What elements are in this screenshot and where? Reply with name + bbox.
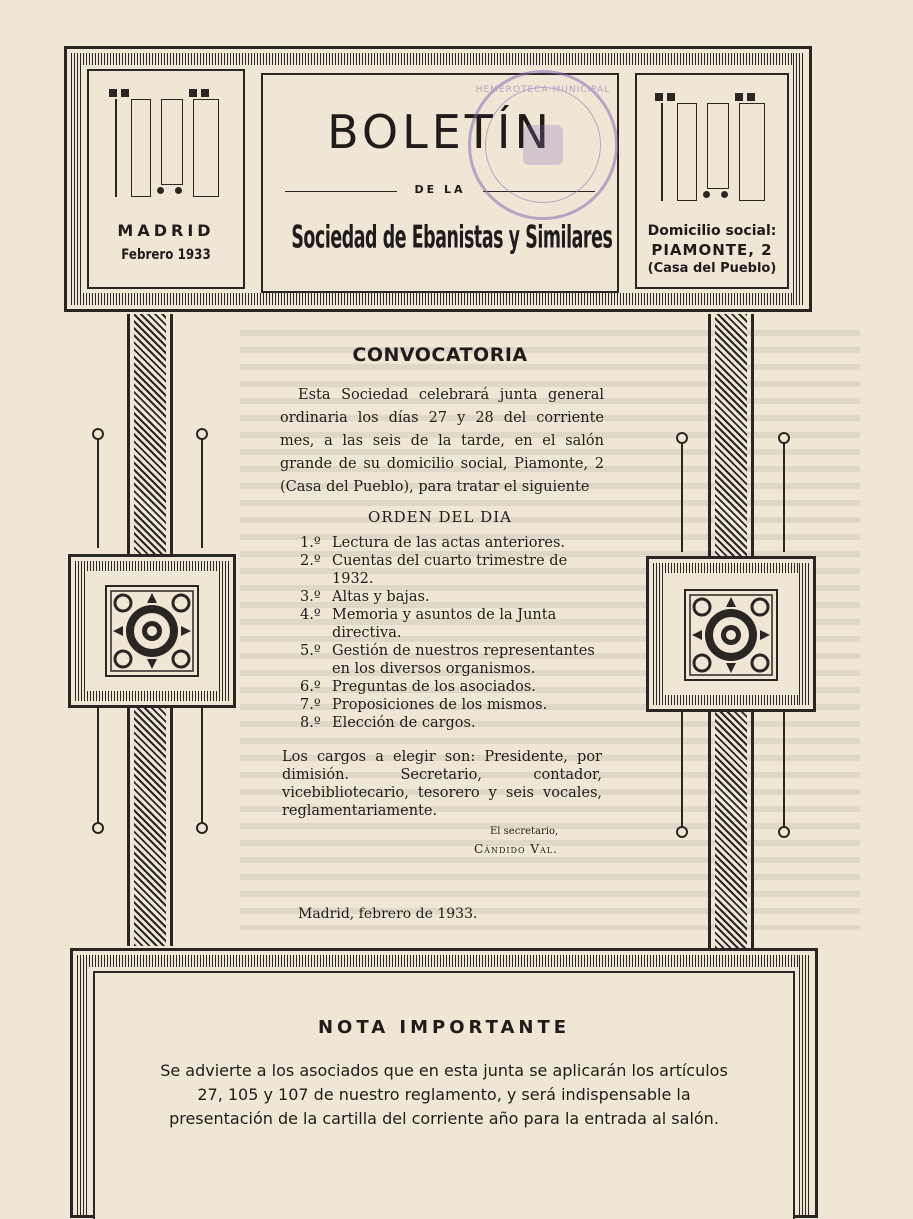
left-pillar-top — [127, 314, 173, 556]
order-item: 3.º Altas y bajas. — [300, 589, 430, 605]
order-heading: ORDEN DEL DIA — [368, 508, 512, 526]
order-item: 2.º Cuentas del cuarto trimestre de 1932. — [300, 553, 568, 587]
ornament-left — [109, 89, 225, 201]
right-pillar-top — [708, 314, 754, 560]
convocatoria-heading: CONVOCATORIA — [352, 344, 528, 366]
order-list — [300, 534, 610, 732]
header-title: BOLETÍN — [327, 105, 553, 159]
stamp-text: HEMEROTECA MUNICIPAL — [475, 85, 611, 95]
nota-frame — [70, 948, 818, 1218]
header-de-la: DE LA — [414, 183, 466, 196]
header-address: PIAMONTE, 2 — [651, 241, 773, 259]
signature-name: Cándido Val. — [474, 842, 558, 856]
header-frame — [64, 46, 812, 312]
header-date: Febrero 1933 — [121, 247, 211, 263]
order-item: 8.º Elección de cargos. — [300, 715, 476, 731]
order-item: 4.º Memoria y asuntos de la Junta directiva. — [300, 607, 557, 641]
nota-body: Se advierte a los asociados que en esta junta se aplicarán los artículos 27, 105 y 107 de nuestro reglamento, y será indispensable la presentación de la cartilla del corriente año para la entrada al salón. — [160, 1061, 728, 1128]
place-date: Madrid, febrero de 1933. — [298, 906, 478, 922]
order-item: 7.º Proposiciones de los mismos. — [300, 697, 548, 713]
library-stamp — [468, 70, 618, 220]
signature-role: El secretario, — [490, 826, 559, 837]
header-address-note: (Casa del Pueblo) — [647, 261, 777, 276]
left-tile-frame — [68, 554, 236, 708]
tile-ornament-icon — [683, 589, 779, 681]
order-item: 5.º Gestión de nuestros representantes en los diversos organismos. — [300, 643, 595, 677]
tile-ornament-icon — [105, 585, 199, 677]
order-item: 1.º Lectura de las actas anteriores. — [300, 535, 566, 551]
right-tile-frame — [646, 556, 816, 712]
convocatoria-intro: Esta Sociedad celebrará junta general ordinaria los días 27 y 28 del corriente mes, a las seis de la tarde, en el salón grande de su domicilio social, Piamonte, 2 (Casa del Pueblo), para tratar el siguiente — [280, 387, 604, 495]
ornament-right — [655, 93, 771, 205]
header-right-panel — [635, 73, 789, 289]
header-left-panel — [87, 69, 245, 289]
right-pillar-bottom — [708, 710, 754, 948]
header-society: Sociedad de Ebanistas y Similares — [291, 220, 613, 256]
header-city: MADRID — [117, 221, 215, 240]
nota-heading: NOTA IMPORTANTE — [317, 1017, 571, 1038]
left-pillar-bottom — [127, 706, 173, 946]
cargos-text: Los cargos a elegir son: Presidente, por dimisión. Secretario, contador, vicebibliotecario, tesorero y seis vocales, reglamentariamente. — [282, 749, 602, 819]
header-address-label: Domicilio social: — [647, 223, 777, 239]
order-item: 6.º Preguntas de los asociados. — [300, 679, 536, 695]
